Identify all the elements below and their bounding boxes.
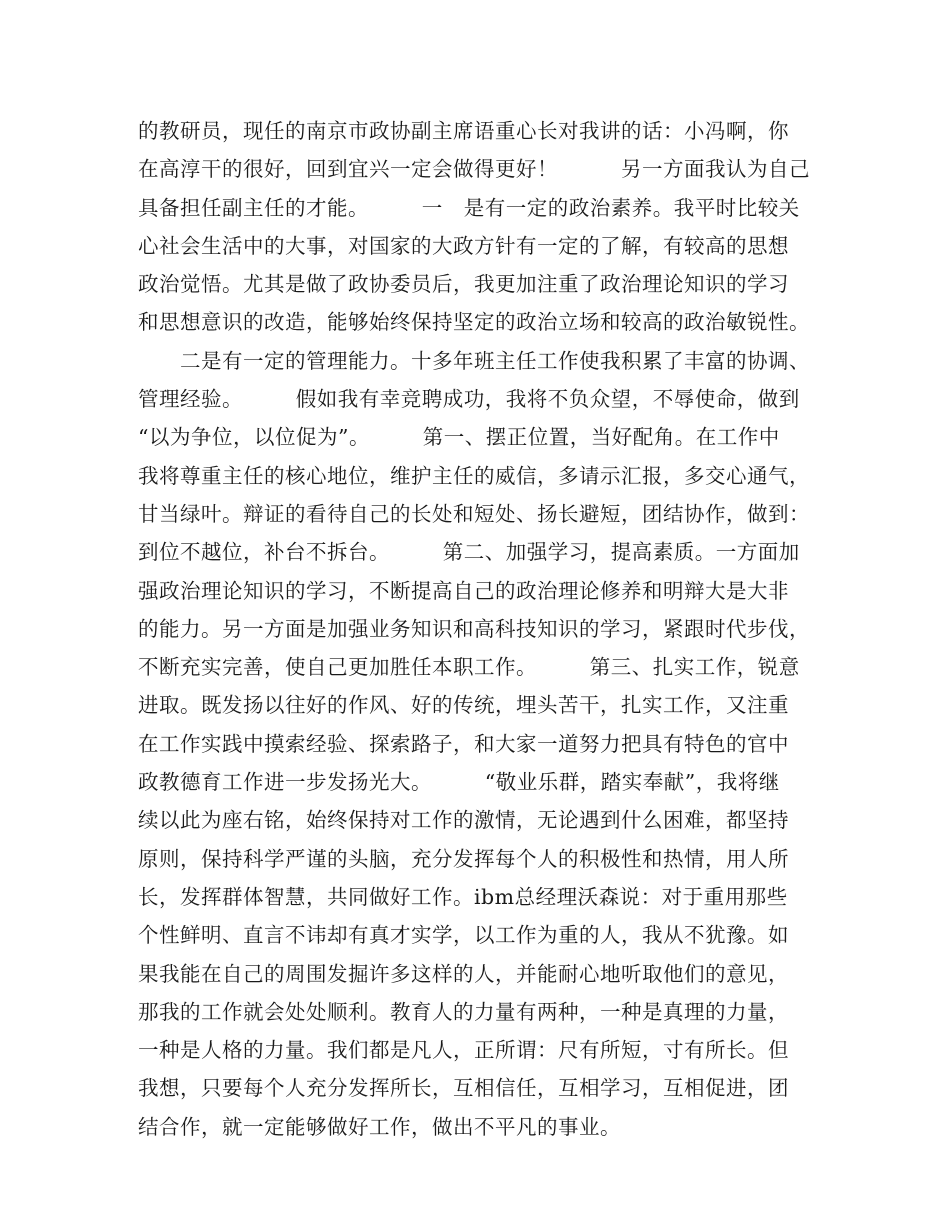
text-line: 长，发挥群体智慧，共同做好工作。ibm总经理沃森说：对于重用那些 bbox=[138, 884, 788, 909]
text-line: 和思想意识的改造，能够始终保持坚定的政治立场和较高的政治敏锐性。 bbox=[138, 310, 810, 335]
text-line: 管理经验。 假如我有幸竞聘成功，我将不负众望，不辱使命，做到 bbox=[138, 387, 800, 412]
text-line: 不断充实完善，使自己更加胜任本职工作。 第三、扎实工作，锐意 bbox=[138, 655, 800, 680]
text-line: 原则，保持科学严谨的头脑，充分发挥每个人的积极性和热情，用人所 bbox=[138, 846, 789, 871]
text-line: 政教德育工作进一步发扬光大。 “敬业乐群，踏实奉献”，我将继 bbox=[138, 770, 780, 795]
text-line: 心社会生活中的大事，对国家的大政方针有一定的了解，有较高的思想 bbox=[138, 233, 789, 258]
text-line: 一种是人格的力量。我们都是凡人，正所谓：尺有所短，寸有所长。但 bbox=[138, 1038, 789, 1063]
text-line: 我将尊重主任的核心地位，维护主任的威信，多请示汇报，多交心通气， bbox=[138, 463, 810, 488]
text-line: 果我能在自己的周围发掘许多这样的人，并能耐心地听取他们的意见， bbox=[138, 961, 789, 986]
text-line: 强政治理论知识的学习，不断提高自己的政治理论修养和明辩大是大非 bbox=[138, 578, 789, 603]
text-line: 到位不越位，补台不拆台。 第二、加强学习，提高素质。一方面加 bbox=[138, 540, 800, 565]
text-line: 具备担任副主任的才能。 一 是有一定的政治素养。我平时比较关 bbox=[138, 195, 800, 220]
text-line: “以为争位，以位促为”。 第一、摆正位置，当好配角。在工作中 bbox=[138, 425, 780, 450]
text-line: 我想，只要每个人充分发挥所长，互相信任，互相学习，互相促进，团 bbox=[138, 1076, 789, 1101]
text-line: 在高淳干的很好，回到宜兴一定会做得更好！ 另一方面我认为自己 bbox=[138, 157, 810, 182]
text-line: 结合作，就一定能够做好工作，做出不平凡的事业。 bbox=[138, 1114, 621, 1139]
text-line: 的能力。另一方面是加强业务知识和高科技知识的学习，紧跟时代步伐， bbox=[138, 616, 810, 641]
body-text bbox=[138, 112, 828, 1146]
text-line: 甘当绿叶。辩证的看待自己的长处和短处、扬长避短，团结协作，做到： bbox=[138, 501, 810, 526]
text-line: 进取。既发扬以往好的作风、好的传统，埋头苦干，扎实工作，又注重 bbox=[138, 693, 789, 718]
text-line: 在工作实践中摸索经验、探索路子，和大家一道努力把具有特色的官中 bbox=[138, 731, 789, 756]
text-line: 那我的工作就会处处顺利。教育人的力量有两种，一种是真理的力量， bbox=[138, 999, 789, 1024]
text-line: 个性鲜明、直言不讳却有真才实学，以工作为重的人，我从不犹豫。如 bbox=[138, 923, 789, 948]
text-line: 的教研员，现任的南京市政协副主席语重心长对我讲的话：小冯啊，你 bbox=[138, 119, 789, 143]
text-line: 续以此为座右铭，始终保持对工作的激情，无论遇到什么困难，都坚持 bbox=[138, 808, 789, 833]
text-line: 二是有一定的管理能力。十多年班主任工作使我积累了丰富的协调、 bbox=[138, 348, 810, 373]
text-line: 政治觉悟。尤其是做了政协委员后，我更加注重了政治理论知识的学习 bbox=[138, 272, 789, 297]
